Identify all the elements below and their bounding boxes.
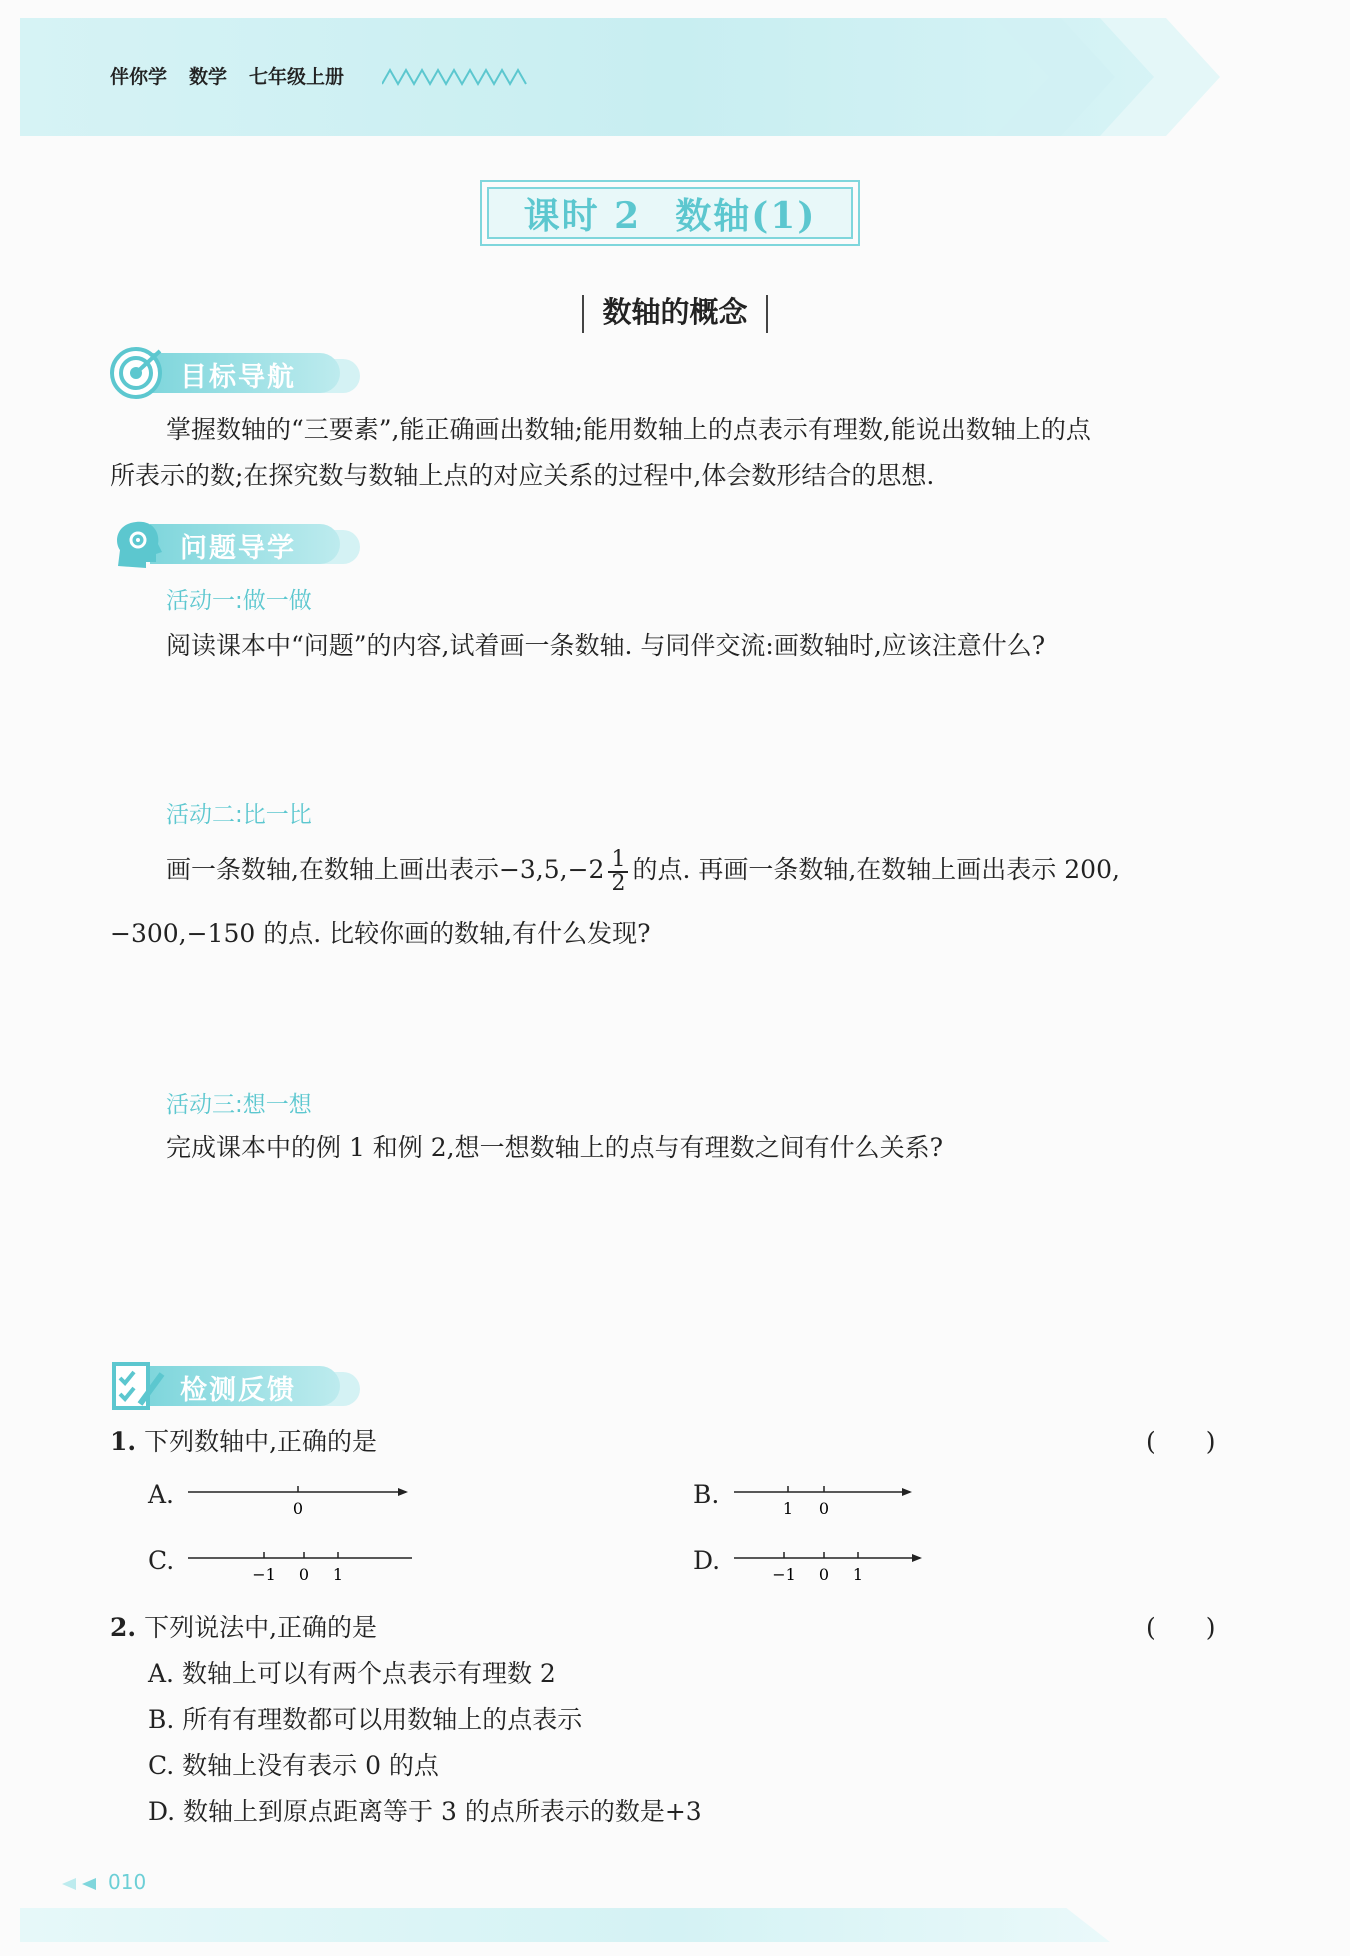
activity-2-line-2: −300,−150 的点. 比较你画的数轴,有什么发现? xyxy=(110,919,651,948)
tick-label: 0 xyxy=(818,1565,830,1584)
header-subject: 数学 xyxy=(189,66,228,88)
zigzag-ornament xyxy=(382,66,527,86)
goal-line-2: 所表示的数;在探究数与数轴上点的对应关系的过程中,体会数形结合的思想. xyxy=(110,461,935,490)
question-2 xyxy=(110,1604,377,1652)
check-tag-label: 检测反馈 xyxy=(180,1375,296,1406)
activity-2-text-b: 的点. 再画一条数轴,在数轴上画出表示 200, xyxy=(632,855,1120,884)
tick-label: 0 xyxy=(292,1499,304,1518)
lesson-number: 课时 2 xyxy=(523,194,642,237)
q1-option-b-number-line xyxy=(732,1478,932,1524)
question-2-number: 2. xyxy=(110,1613,137,1642)
tick-label: −1 xyxy=(252,1565,276,1584)
goal-tag-label: 目标导航 xyxy=(180,362,296,393)
q2-option-b: B. 所有有理数都可以用数轴上的点表示 xyxy=(148,1705,583,1734)
activity-3-text: 完成课本中的例 1 和例 2,想一想数轴上的点与有理数之间有什么关系? xyxy=(166,1133,944,1162)
q1-option-a-label: A. xyxy=(148,1480,175,1509)
question-1 xyxy=(110,1418,377,1466)
q1-option-b-label: B. xyxy=(693,1480,720,1509)
footer-band xyxy=(20,1908,1110,1942)
running-header xyxy=(110,62,366,89)
question-1-answer-blank: ( ) xyxy=(1146,1427,1216,1456)
tick-label: 0 xyxy=(298,1565,310,1584)
guide-tag-label: 问题导学 xyxy=(180,533,296,564)
question-2-answer-blank: ( ) xyxy=(1146,1613,1216,1642)
checklist-icon xyxy=(110,1358,166,1414)
q1-option-c-number-line xyxy=(186,1544,416,1590)
lesson-title-box xyxy=(480,180,860,246)
q1-option-d-number-line xyxy=(732,1544,932,1590)
q1-option-d-label: D. xyxy=(693,1546,721,1575)
question-1-text: 下列数轴中,正确的是 xyxy=(144,1427,378,1456)
tick-label: 1 xyxy=(332,1565,344,1584)
question-2-text: 下列说法中,正确的是 xyxy=(144,1613,378,1642)
q2-option-a: A. 数轴上可以有两个点表示有理数 2 xyxy=(148,1659,556,1688)
tick-label: 0 xyxy=(818,1499,830,1518)
lesson-topic: 数轴(1) xyxy=(675,194,817,237)
q2-option-c: C. 数轴上没有表示 0 的点 xyxy=(148,1751,439,1780)
tick-label: 1 xyxy=(782,1499,794,1518)
goal-line-1: 掌握数轴的“三要素”,能正确画出数轴;能用数轴上的点表示有理数,能说出数轴上的点 xyxy=(166,415,1091,444)
concept-title: 数轴的概念 xyxy=(602,295,748,329)
double-arrow-icon xyxy=(60,1876,106,1892)
q2-option-d: D. 数轴上到原点距离等于 3 的点所表示的数是+3 xyxy=(148,1797,702,1826)
header-grade: 七年级上册 xyxy=(249,66,345,88)
activity-2-title: 活动二:比一比 xyxy=(166,802,312,828)
tick-label: −1 xyxy=(772,1565,796,1584)
q1-option-a-number-line xyxy=(186,1478,416,1524)
activity-2-text-a: 画一条数轴,在数轴上画出表示−3,5,−2 xyxy=(166,855,605,884)
q1-option-c-label: C. xyxy=(148,1546,175,1575)
goal-tag xyxy=(110,345,370,399)
question-1-number: 1. xyxy=(110,1427,137,1456)
check-tag xyxy=(110,1358,370,1412)
activity-1-text: 阅读课本中“问题”的内容,试着画一条数轴. 与同伴交流:画数轴时,应该注意什么? xyxy=(166,631,1046,660)
target-icon xyxy=(110,345,166,401)
activity-3-title: 活动三:想一想 xyxy=(166,1092,312,1118)
concept-heading xyxy=(0,290,1350,333)
lesson-title xyxy=(487,187,853,239)
activity-1-title: 活动一:做一做 xyxy=(166,588,312,614)
tick-label: 1 xyxy=(852,1565,864,1584)
page-number: 010 xyxy=(108,1870,147,1894)
guide-tag xyxy=(110,516,370,570)
fraction-one-half: $\frac{1}{2}$ xyxy=(608,849,628,895)
head-gear-icon xyxy=(110,516,166,572)
activity-2-line-1 xyxy=(166,846,1120,895)
header-book: 伴你学 xyxy=(110,66,168,88)
